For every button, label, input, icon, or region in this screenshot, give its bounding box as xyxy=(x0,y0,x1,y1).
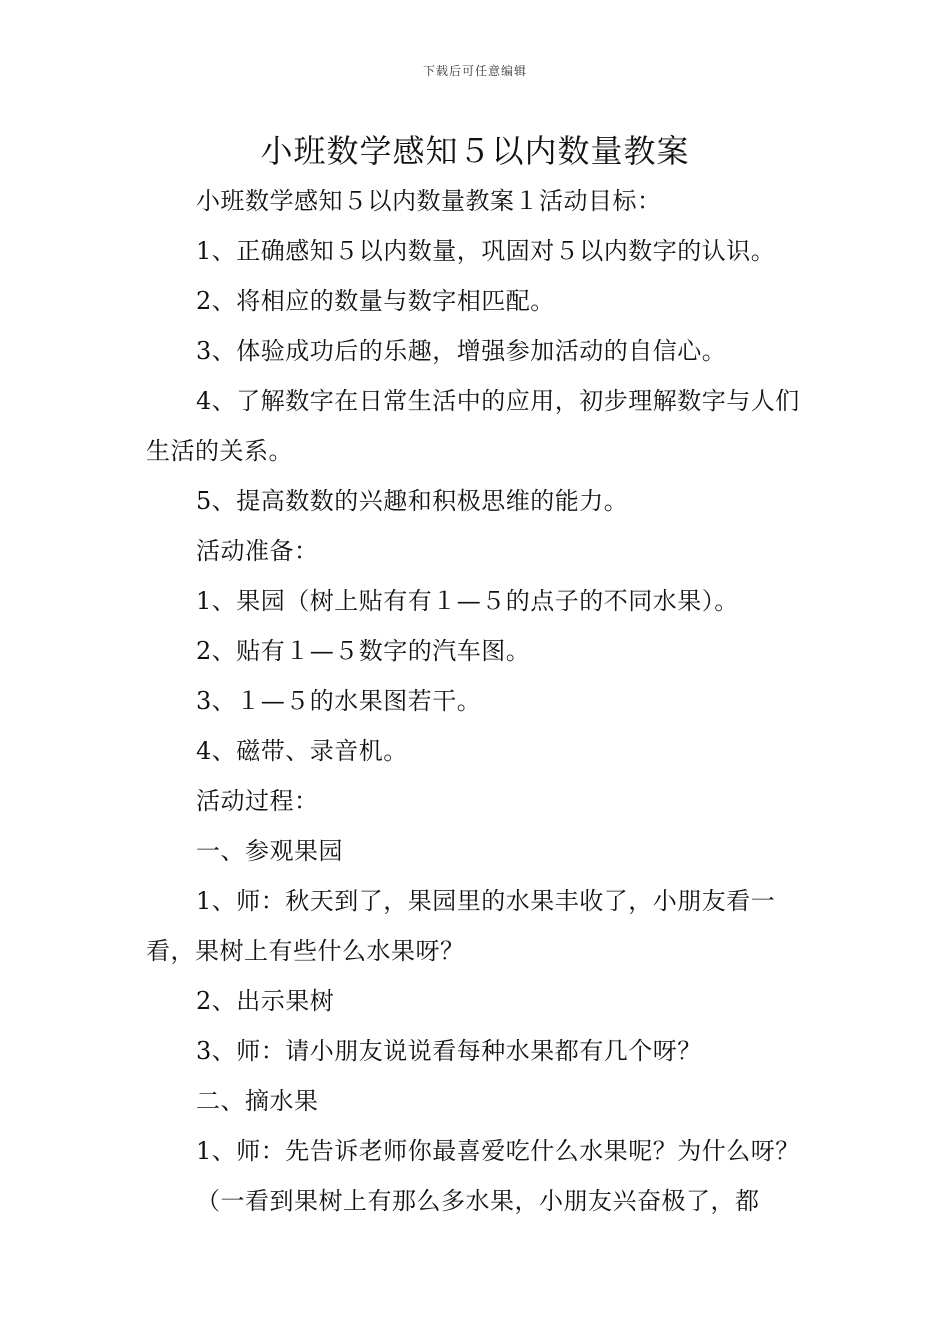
paragraph-goal-5: 5、提高数数的兴趣和积极思维的能力。 xyxy=(196,487,629,515)
paragraph-process-1-3: 3、师：请小朋友说说看每种水果都有几个呀？ xyxy=(196,1037,702,1065)
paragraph-goal-4: 4、了解数字在日常生活中的应用，初步理解数字与人们生活的关系。 xyxy=(146,387,800,465)
section-heading-preparation: 活动准备： xyxy=(196,537,319,565)
document-title: 小班数学感知５以内数量教案 xyxy=(260,132,690,170)
paragraph-goal-2: 2、将相应的数量与数字相匹配。 xyxy=(196,287,555,315)
paragraph-prep-2: 2、贴有１—５数字的汽车图。 xyxy=(196,637,531,665)
paragraph-goal-1: 1、正确感知５以内数量，巩固对５以内数字的认识。 xyxy=(196,237,776,265)
subsection-heading-pick-fruit: 二、摘水果 xyxy=(196,1087,319,1115)
paragraph-process-1-2: 2、出示果树 xyxy=(196,987,335,1015)
paragraph-process-1-1: 1、师：秋天到了，果园里的水果丰收了，小朋友看一看，果树上有些什么水果呀？ xyxy=(146,887,776,965)
paragraph-prep-4: 4、磁带、录音机。 xyxy=(196,737,408,765)
paragraph-goal-3: 3、体验成功后的乐趣，增强参加活动的自信心。 xyxy=(196,337,727,365)
subsection-heading-visit-orchard: 一、参观果园 xyxy=(196,837,343,865)
header-watermark: 下载后可任意编辑 xyxy=(422,64,527,78)
paragraph-prep-1: 1、果园（树上贴有有１—５的点子的不同水果）。 xyxy=(196,587,739,615)
paragraph-intro: 小班数学感知５以内数量教案１活动目标： xyxy=(196,187,662,215)
paragraph-process-2-1: 1、师：先告诉老师你最喜爱吃什么水果呢？为什么呀？ xyxy=(196,1137,800,1165)
document-body xyxy=(146,176,810,1226)
paragraph-process-2-note: （一看到果树上有那么多水果，小朋友兴奋极了，都 xyxy=(196,1187,760,1215)
paragraph-prep-3: 3、１—５的水果图若干。 xyxy=(196,687,482,715)
section-heading-process: 活动过程： xyxy=(196,787,319,815)
